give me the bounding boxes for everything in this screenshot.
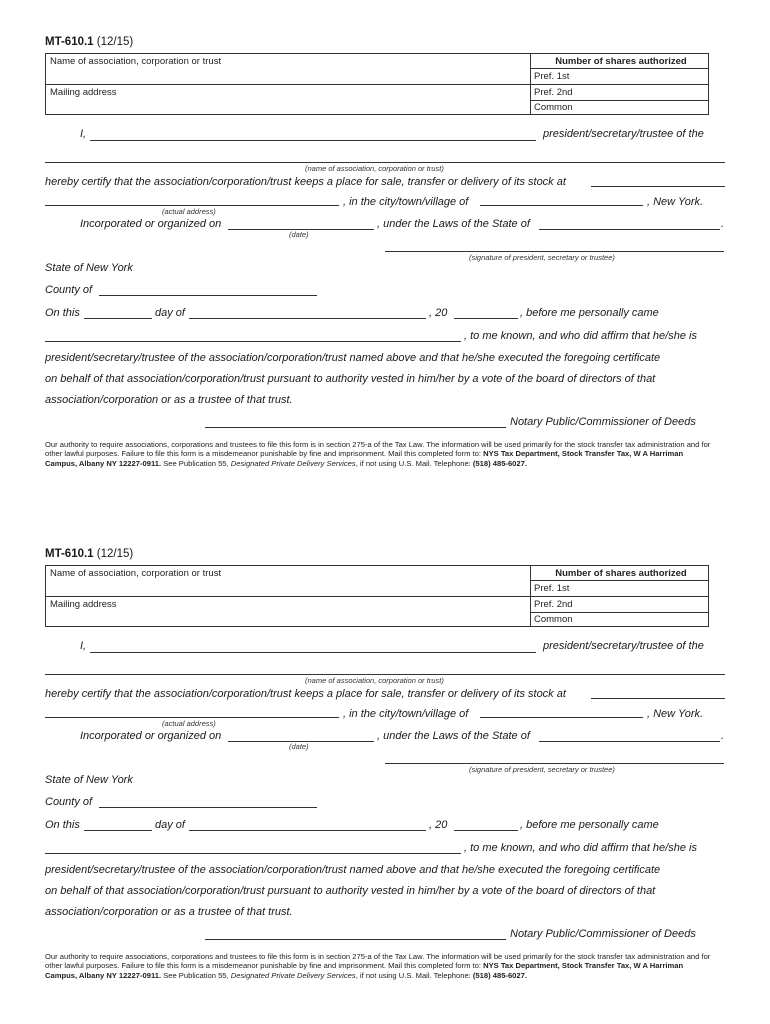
caption-signature: (signature of president, secretary or trustee) [469,253,615,262]
notary-label: Notary Public/Commissioner of Deeds [510,928,696,940]
twenty-label: , 20 [429,307,448,319]
pref-1st-field[interactable] [534,583,706,594]
form-revision: (12/15) [96,36,134,48]
footer-end: . [524,458,527,468]
new-york-label: , New York. [647,708,704,720]
name-field[interactable] [50,56,528,84]
state-line[interactable] [539,229,720,230]
laws-state-label: , under the Laws of the State of [377,218,530,230]
shares-header: Number of shares authorized [555,56,687,67]
footer-p2: See Publication 55, [161,970,231,980]
paragraph-line-2: on behalf of that association/corporation/trust pursuant to authority vested in him/her by a vote of the board of directors of that [45,373,656,385]
footer-text [45,440,713,468]
caption-date: (date) [289,742,309,751]
association-name-line[interactable] [45,162,725,163]
header-box [45,53,709,115]
laws-state-label: , under the Laws of the State of [377,730,530,742]
common-label: Common [534,102,573,113]
caption-signature: (signature of president, secretary or trustee) [469,765,615,774]
footer-end: . [524,970,527,980]
certify-text: hereby certify that the association/corporation/trust keeps a place for sale, transfer or delivery of its stock at [45,688,566,700]
footer-p1: Our authority to require associations, corporations and trustees to file this form is in section 275-a of the Tax Law. The information will be used primarily for the stock transfer tax administration and for other lawful purposes. Failure to file this form is a misdemeanor punishable by fine and imprisonment. Mail this completed form to: [45,952,711,971]
footer-publication: Designated Private Delivery Services [230,458,356,468]
state-ny-label: State of New York [45,774,133,786]
before-me-label: , before me personally came [520,819,659,831]
header-box [45,565,709,627]
mailing-address-field[interactable] [50,599,528,627]
notary-signature-line[interactable] [205,427,506,428]
pref-1st-label: Pref. 1st [534,71,570,82]
caption-name: (name of association, corporation or trust) [305,164,444,173]
paragraph-line-1: president/secretary/trustee of the association/corporation/trust named above and that he/she executed the foregoing certificate [45,864,661,876]
known-label: , to me known, and who did affirm that he/she is [464,842,697,854]
footer-text [45,952,713,980]
signature-line[interactable] [385,763,724,764]
known-label: , to me known, and who did affirm that he/she is [464,330,697,342]
name-label: Name of association, corporation or trust [50,56,222,67]
caption-address: (actual address) [162,207,216,216]
before-me-label: , before me personally came [520,307,659,319]
actual-address-line[interactable] [45,205,339,206]
actual-address-line[interactable] [45,717,339,718]
day-of-label: day of [155,819,185,831]
common-field[interactable] [534,614,706,625]
pref-1st-label: Pref. 1st [534,583,570,594]
paragraph-line-3: association/corporation or as a trustee of that trust. [45,906,293,918]
period: . [721,730,725,742]
signature-line[interactable] [385,251,724,252]
i-label: I, [80,640,87,652]
day-of-label: day of [155,307,185,319]
city-line[interactable] [480,205,643,206]
county-line[interactable] [99,295,317,296]
notary-signature-line[interactable] [205,939,506,940]
form-code: MT-610.1 [45,36,94,48]
form-copy-2 [0,512,770,1024]
incorporated-label: Incorporated or organized on [80,730,222,742]
footer-publication: Designated Private Delivery Services [230,970,356,980]
president-label: president/secretary/trustee of the [543,128,704,140]
form-title [45,36,133,48]
form-revision: (12/15) [96,548,134,560]
person-line[interactable] [45,853,461,854]
form-title [45,548,133,560]
name-label: Name of association, corporation or trust [50,568,222,579]
mailing-address-field[interactable] [50,87,528,115]
president-label: president/secretary/trustee of the [543,640,704,652]
city-line[interactable] [480,717,643,718]
common-label: Common [534,614,573,625]
footer-p1: Our authority to require associations, corporations and trustees to file this form is in section 275-a of the Tax Law. The information will be used primarily for the stock transfer tax administration and for other lawful purposes. Failure to file this form is a misdemeanor punishable by fine and imprisonment. Mail this completed form to: [45,440,711,459]
name-field[interactable] [50,568,528,596]
state-line[interactable] [539,741,720,742]
state-ny-label: State of New York [45,262,133,274]
new-york-label: , New York. [647,196,704,208]
caption-name: (name of association, corporation or trust) [305,676,444,685]
on-this-label: On this [45,307,80,319]
officer-name-line[interactable] [90,652,536,653]
pref-1st-field[interactable] [534,71,706,82]
mailing-label: Mailing address [50,599,117,610]
pref-2nd-label: Pref. 2nd [534,599,573,610]
association-name-line[interactable] [45,674,725,675]
person-line[interactable] [45,341,461,342]
on-this-label: On this [45,819,80,831]
month-line[interactable] [189,318,426,319]
year-line[interactable] [454,318,518,319]
form-code: MT-610.1 [45,548,94,560]
day-line[interactable] [84,830,152,831]
period: . [721,218,725,230]
footer-phone: (518) 485-6027 [472,970,525,980]
county-line[interactable] [99,807,317,808]
day-line[interactable] [84,318,152,319]
footer-p2: See Publication 55, [161,458,231,468]
county-label: County of [45,284,93,296]
footer-address: NYS Tax Department, Stock Transfer Tax, W A Harriman Campus, Albany NY 12227-0911. [45,961,684,980]
common-field[interactable] [534,102,706,113]
city-label: , in the city/town/village of [343,196,469,208]
month-line[interactable] [189,830,426,831]
officer-name-line[interactable] [90,140,536,141]
stock-place-line[interactable] [591,186,725,187]
notary-label: Notary Public/Commissioner of Deeds [510,416,696,428]
caption-date: (date) [289,230,309,239]
footer-p3: , if not using U.S. Mail. Telephone: [355,970,473,980]
stock-place-line[interactable] [591,698,725,699]
paragraph-line-3: association/corporation or as a trustee of that trust. [45,394,293,406]
footer-phone: (518) 485-6027 [472,458,525,468]
shares-header: Number of shares authorized [555,568,687,579]
paragraph-line-2: on behalf of that association/corporation/trust pursuant to authority vested in him/her by a vote of the board of directors of that [45,885,656,897]
pref-2nd-field[interactable] [534,87,706,98]
year-line[interactable] [454,830,518,831]
footer-address: NYS Tax Department, Stock Transfer Tax, W A Harriman Campus, Albany NY 12227-0911. [45,449,684,468]
mailing-label: Mailing address [50,87,117,98]
city-label: , in the city/town/village of [343,708,469,720]
county-label: County of [45,796,93,808]
pref-2nd-label: Pref. 2nd [534,87,573,98]
paragraph-line-1: president/secretary/trustee of the association/corporation/trust named above and that he/she executed the foregoing certificate [45,352,661,364]
pref-2nd-field[interactable] [534,599,706,610]
incorporated-label: Incorporated or organized on [80,218,222,230]
footer-p3: , if not using U.S. Mail. Telephone: [355,458,473,468]
i-label: I, [80,128,87,140]
caption-address: (actual address) [162,719,216,728]
twenty-label: , 20 [429,819,448,831]
certify-text: hereby certify that the association/corporation/trust keeps a place for sale, transfer or delivery of its stock at [45,176,566,188]
